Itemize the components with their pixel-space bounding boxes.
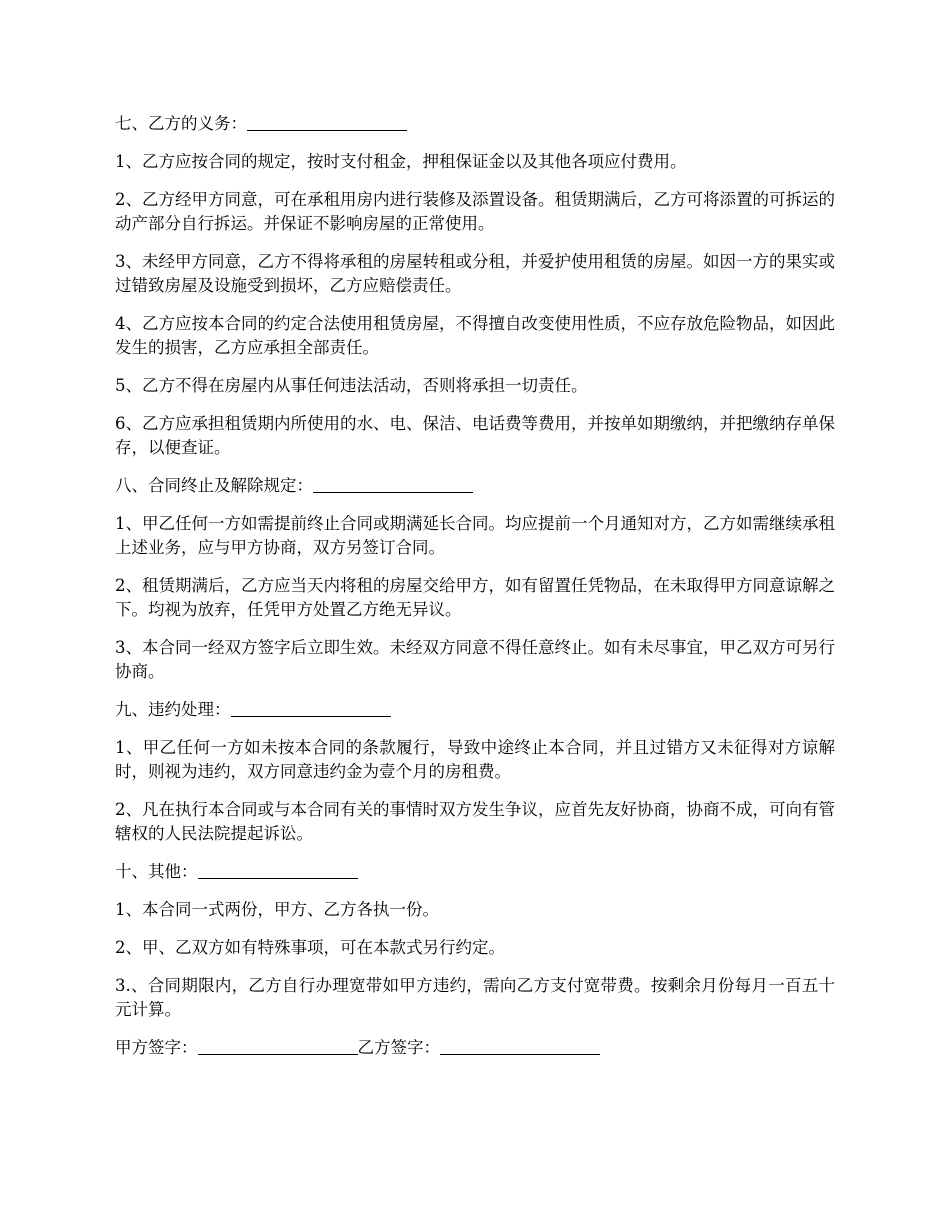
clause: 2、凡在执行本合同或与本合同有关的事情时双方发生争议，应首先友好协商，协商不成，可向有管辖权的人民法院提起诉讼。 [115, 800, 835, 843]
clause: 6、乙方应承担租赁期内所使用的水、电、保洁、电话费等费用，并按单如期缴纳，并把缴纳存单保存，以便查证。 [115, 414, 835, 457]
clause: 2、甲、乙双方如有特殊事项，可在本款式另行约定。 [115, 938, 505, 957]
clause: 1、甲乙任何一方如未按本合同的条款履行，导致中途终止本合同，并且过错方又未征得对方谅解时，则视为违约，双方同意违约金为壹个月的房租费。 [115, 738, 835, 781]
section-heading-obligations-b: 七、乙方的义务： [115, 112, 835, 136]
clause: 3、本合同一经双方签字后立即生效。未经双方同意不得任意终止。如有未尽事宜，甲乙双方可另行协商。 [115, 638, 835, 681]
clause: 4、乙方应按本合同的约定合法使用租赁房屋，不得擅自改变使用性质，不应存放危险物品，如因此发生的损害，乙方应承担全部责任。 [115, 314, 835, 357]
party-a-signature-label: 甲方签字： [115, 1038, 198, 1057]
fill-in-blank [198, 862, 358, 879]
signature-line [115, 1036, 835, 1060]
fill-in-blank [247, 114, 407, 131]
party-b-signature-label: 乙方签字： [357, 1038, 440, 1057]
clause: 2、租赁期满后，乙方应当天内将租的房屋交给甲方，如有留置任凭物品，在未取得甲方同意谅解之下。均视为放弃，任凭甲方处置乙方绝无异议。 [115, 576, 835, 619]
section-heading-other: 十、其他： [115, 860, 835, 884]
clause: 5、乙方不得在房屋内从事任何违法活动，否则将承担一切责任。 [115, 376, 588, 395]
clause: 1、乙方应按合同的规定，按时支付租金，押租保证金以及其他各项应付费用。 [115, 152, 687, 171]
clause: 3.、合同期限内，乙方自行办理宽带如甲方违约，需向乙方支付宽带费。按剩余月份每月一百五十元计算。 [115, 976, 835, 1019]
fill-in-blank [313, 476, 473, 493]
section-heading-termination: 八、合同终止及解除规定： [115, 474, 835, 498]
fill-in-blank [231, 700, 391, 717]
party-a-signature-blank [198, 1038, 358, 1055]
section-heading-breach: 九、违约处理： [115, 698, 835, 722]
clause: 3、未经甲方同意，乙方不得将承租的房屋转租或分租，并爱护使用租赁的房屋。如因一方的果实或过错致房屋及设施受到损坏，乙方应赔偿责任。 [115, 252, 835, 295]
clause: 1、本合同一式两份，甲方、乙方各执一份。 [115, 900, 439, 919]
party-b-signature-blank [440, 1038, 600, 1055]
clause: 1、甲乙任何一方如需提前终止合同或期满延长合同。均应提前一个月通知对方，乙方如需继续承租上述业务，应与甲方协商，双方另签订合同。 [115, 514, 835, 557]
clause: 2、乙方经甲方同意，可在承租用房内进行装修及添置设备。租赁期满后，乙方可将添置的可拆运的动产部分自行拆运。并保证不影响房屋的正常使用。 [115, 190, 835, 233]
contract-page [115, 112, 835, 1060]
